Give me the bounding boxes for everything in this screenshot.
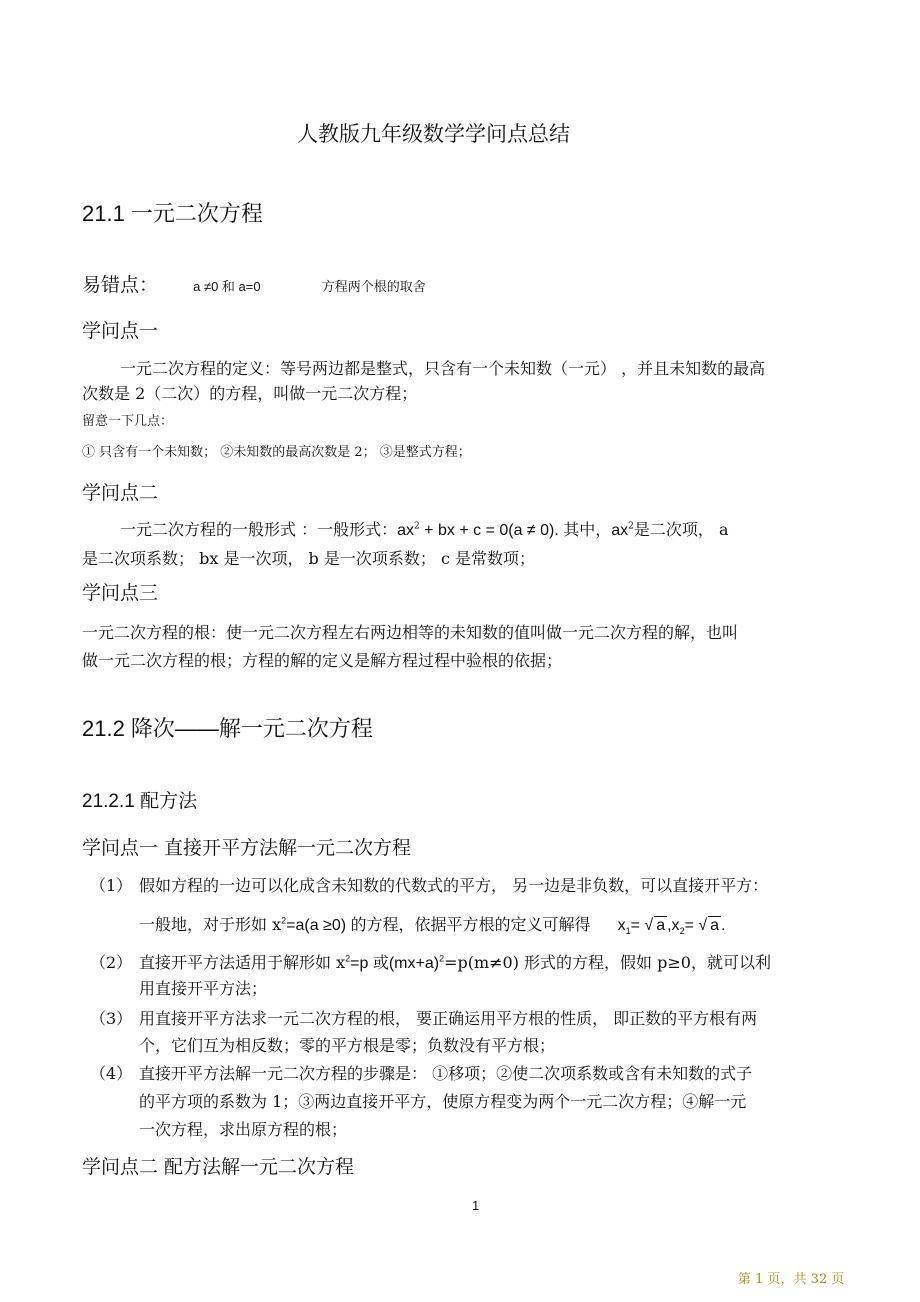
kp1-line1: 一元二次方程的定义：等号两边都是整式，只含有一个未知数（一元） ，并且未知数的最高 — [120, 359, 766, 378]
item-1-x2: ,x — [667, 917, 680, 934]
item-2-exp-2: 2 — [439, 953, 445, 964]
kp2-formula-ax-2: ax — [611, 522, 629, 539]
item-1-radicand-1: a — [656, 917, 666, 934]
error-label: 易错点： — [82, 274, 159, 296]
item-1-line1: 假如方程的一边可以化成含未知数的代数式的平方， 另一边是非负数，可以直接开平方： — [139, 876, 769, 895]
kp2-line2: 是二次项系数； bx 是一次项， b 是一次项系数； c 是常数项； — [82, 549, 535, 568]
item-1-sub2: 2 — [679, 926, 685, 937]
kp2-heading: 学问点二 — [82, 482, 159, 504]
item-4-number: （4） — [90, 1064, 133, 1083]
kp2-line1-a: 一元二次方程的一般形式 ：一般形式： — [120, 520, 398, 539]
item-1-exp: 2 — [281, 915, 287, 926]
document-title: 人教版九年级数学学问点总结 — [297, 122, 570, 146]
item-1-sub1: 1 — [625, 926, 631, 937]
kp1-line2: 次数是 2（二次）的方程，叫做一元二次方程； — [82, 384, 418, 403]
kp3-line1: 一元二次方程的根：使一元二次方程左右两边相等的未知数的值叫做一元二次方程的解，也叫 — [82, 623, 739, 642]
item-2-exp-1: 2 — [345, 953, 351, 964]
item-2-line1 — [139, 950, 771, 973]
item-3-line1: 用直接开平方法求一元二次方程的根， 要正确运用平方根的性质， 即正数的平方根有两 — [139, 1009, 758, 1028]
item-3-number: （3） — [90, 1009, 133, 1028]
item-4-line3: 一次方程，求出原方程的根； — [139, 1120, 348, 1139]
item-2-line2: 用直接开平方法； — [139, 979, 268, 998]
item-1-line2-b: =a(a ≥0) 的方程，依据平方根的定义可解得 — [286, 917, 591, 934]
item-1-x1: x — [617, 917, 626, 934]
item-2-number: （2） — [90, 953, 133, 972]
error-text: a ≠0 和 a=0 — [193, 279, 261, 294]
kp2-line1 — [120, 517, 729, 540]
item-2-line1-b: =p 或(mx+a) — [350, 955, 440, 972]
item-1-eq2: = — [684, 917, 699, 934]
footer-page-indicator: 第 1 页，共 32 页 — [738, 1272, 845, 1287]
item-1-number: （1） — [90, 876, 133, 895]
item-1-line2-a: 一般地，对于形如 x — [139, 915, 282, 934]
error-points-line — [82, 270, 426, 297]
item-1-radicand-2: a — [710, 917, 720, 934]
item-4-line1: 直接开平方法解一元二次方程的步骤是： ①移项；②使二次项系数或含有未知数的式子 — [139, 1064, 753, 1083]
item-2-line1-a: 直接开平方法适用于解形如 x — [139, 953, 346, 972]
kp1-note: 留意一下几点： — [82, 414, 174, 429]
item-1-line2 — [139, 912, 726, 935]
page-number: 1 — [472, 1198, 480, 1213]
kp2-formula-ax: ax — [397, 522, 414, 539]
item-2-line1-c: =p(m≠0) 形式的方程，假如 p≥0，就可以利 — [444, 953, 771, 972]
item-3-line2: 个，它们互为相反数；零的平方根是零；负数没有平方根； — [139, 1036, 556, 1055]
kp3-heading: 学问点三 — [82, 582, 159, 604]
kp1-heading: 学问点一 — [82, 320, 159, 342]
item-1-eq1: = — [630, 917, 645, 934]
kp2-exp-2: 2 — [628, 521, 634, 532]
kp2-line1-e: 是二次项， a — [633, 520, 729, 539]
section-heading-21-2: 21.2 降次——解一元二次方程 — [82, 716, 373, 741]
section-heading-21-1: 21.1 一元二次方程 — [82, 201, 263, 226]
item-1-end: . — [721, 917, 726, 934]
subsection-heading-21-2-1: 21.2.1 配方法 — [82, 791, 198, 812]
kp2-formula-rest: + bx + c = 0(a ≠ 0). 其中， — [419, 522, 612, 539]
kp2-exp-1: 2 — [414, 521, 420, 532]
kpA-heading: 学问点一 直接开平方法解一元二次方程 — [82, 837, 412, 859]
error-text-2: 方程两个根的取舍 — [321, 280, 426, 295]
item-4-line2: 的平方项的系数为 1；③两边直接开平方，使原方程变为两个一元二次方程；④解一元 — [139, 1092, 747, 1111]
kp3-line2: 做一元二次方程的根；方程的解的定义是解方程过程中验根的依据； — [82, 651, 563, 670]
kp1-points: ① 只含有一个未知数； ②未知数的最高次数是 2； ③是整式方程； — [82, 445, 471, 460]
kpB-heading: 学问点二 配方法解一元二次方程 — [82, 1156, 355, 1178]
item-1-solution: $x_1=$ √ a $,x_2=$ √ a . — [617, 917, 726, 937]
